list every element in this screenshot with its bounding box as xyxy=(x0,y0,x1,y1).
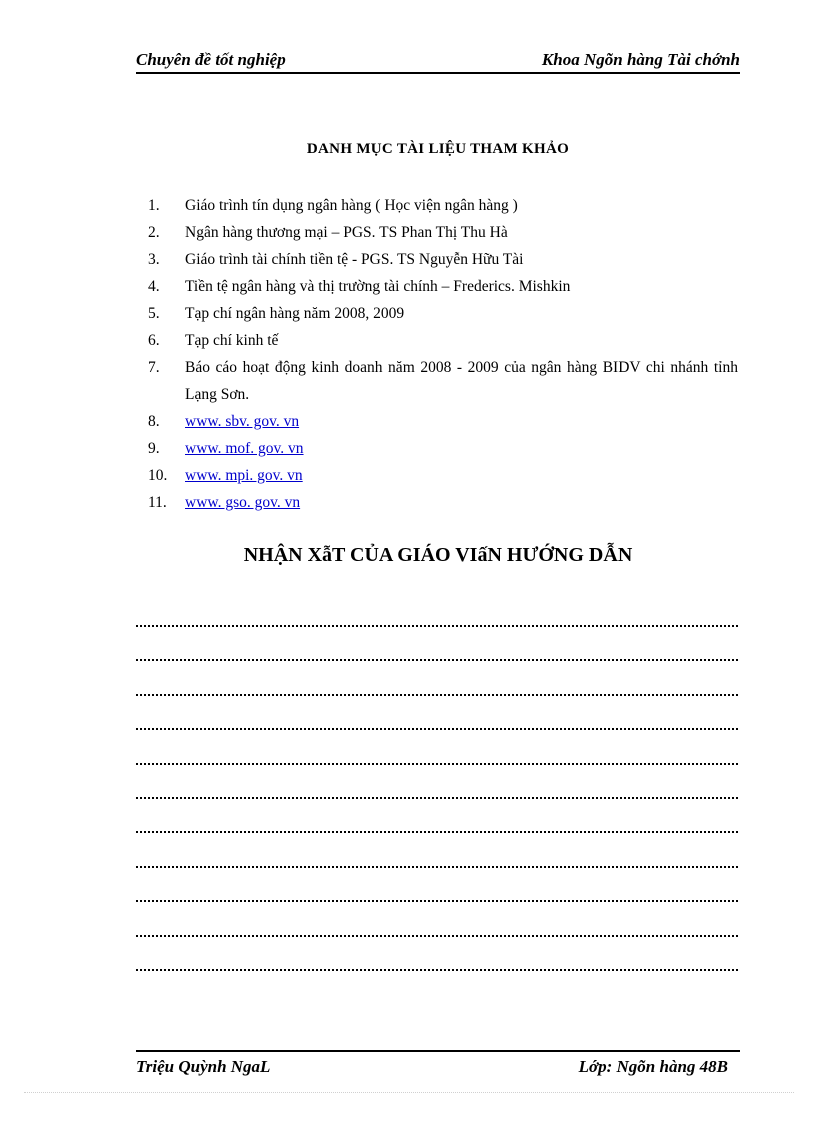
item-number: 10. xyxy=(148,467,168,484)
list-item xyxy=(148,462,738,489)
footer-right-text: Lớp: Ngõn hàng 48B xyxy=(578,1057,728,1076)
list-item xyxy=(148,327,738,354)
link-gso[interactable]: www. gso. gov. vn xyxy=(185,494,301,511)
page-footer xyxy=(136,1050,740,1076)
item-number: 6. xyxy=(148,332,160,349)
item-text: Giáo trình tín dụng ngân hàng ( Học viện ngân hàng ) xyxy=(185,197,518,214)
dotted-line xyxy=(136,816,738,850)
page-bottom-border xyxy=(24,1092,794,1093)
item-number: 7. xyxy=(148,359,160,376)
dotted-line xyxy=(136,885,738,919)
list-item xyxy=(148,408,738,435)
dotted-line xyxy=(136,954,738,988)
dotted-line xyxy=(136,782,738,816)
references-title: DANH MỤC TÀI LIỆU THAM KHẢO xyxy=(306,141,570,157)
item-text: Tiền tệ ngân hàng và thị trường tài chính – Frederics. Mishkin xyxy=(185,278,571,295)
dotted-line xyxy=(136,679,738,713)
dotted-line xyxy=(136,610,738,644)
list-item xyxy=(148,300,738,327)
item-text: Tạp chí kinh tế xyxy=(185,332,279,349)
item-number: 4. xyxy=(148,278,160,295)
dotted-line xyxy=(136,748,738,782)
item-number: 2. xyxy=(148,224,160,241)
item-text: Báo cáo hoạt động kinh doanh năm 2008 - 2009 của ngân hàng BIDV chi nhánh tỉnh Lạng Sơn. xyxy=(185,359,738,403)
link-mof[interactable]: www. mof. gov. vn xyxy=(185,440,304,457)
review-title: NHẬN XẫT CỦA GIÁO VIấN HƯỚNG DẪN xyxy=(243,544,633,566)
list-item xyxy=(148,273,738,300)
list-item xyxy=(148,489,738,516)
item-number: 8. xyxy=(148,413,160,430)
dotted-line xyxy=(136,713,738,747)
list-item xyxy=(148,192,738,219)
dotted-line xyxy=(136,920,738,954)
item-number: 1. xyxy=(148,197,160,214)
list-item xyxy=(148,219,738,246)
list-item xyxy=(148,246,738,273)
item-number: 5. xyxy=(148,305,160,322)
references-list xyxy=(148,192,738,516)
item-text: Tạp chí ngân hàng năm 2008, 2009 xyxy=(185,305,405,322)
item-number: 3. xyxy=(148,251,160,268)
item-number: 11. xyxy=(148,494,167,511)
dotted-line xyxy=(136,851,738,885)
item-text: Giáo trình tài chính tiền tệ - PGS. TS Nguyễn Hữu Tài xyxy=(185,251,524,268)
link-mpi[interactable]: www. mpi. gov. vn xyxy=(185,467,303,484)
header-right-text: Khoa Ngõn hàng Tài chớnh xyxy=(541,50,740,69)
footer-left-text: Triệu Quỳnh NgaL xyxy=(136,1057,271,1076)
list-item xyxy=(148,435,738,462)
item-text: Ngân hàng thương mại – PGS. TS Phan Thị Thu Hà xyxy=(185,224,508,241)
page-header xyxy=(136,48,740,74)
link-sbv[interactable]: www. sbv. gov. vn xyxy=(185,413,300,430)
item-number: 9. xyxy=(148,440,160,457)
dotted-line xyxy=(136,644,738,678)
review-lines xyxy=(136,610,738,988)
header-left-text: Chuyên đề tốt nghiệp xyxy=(136,50,286,69)
list-item xyxy=(148,354,738,408)
